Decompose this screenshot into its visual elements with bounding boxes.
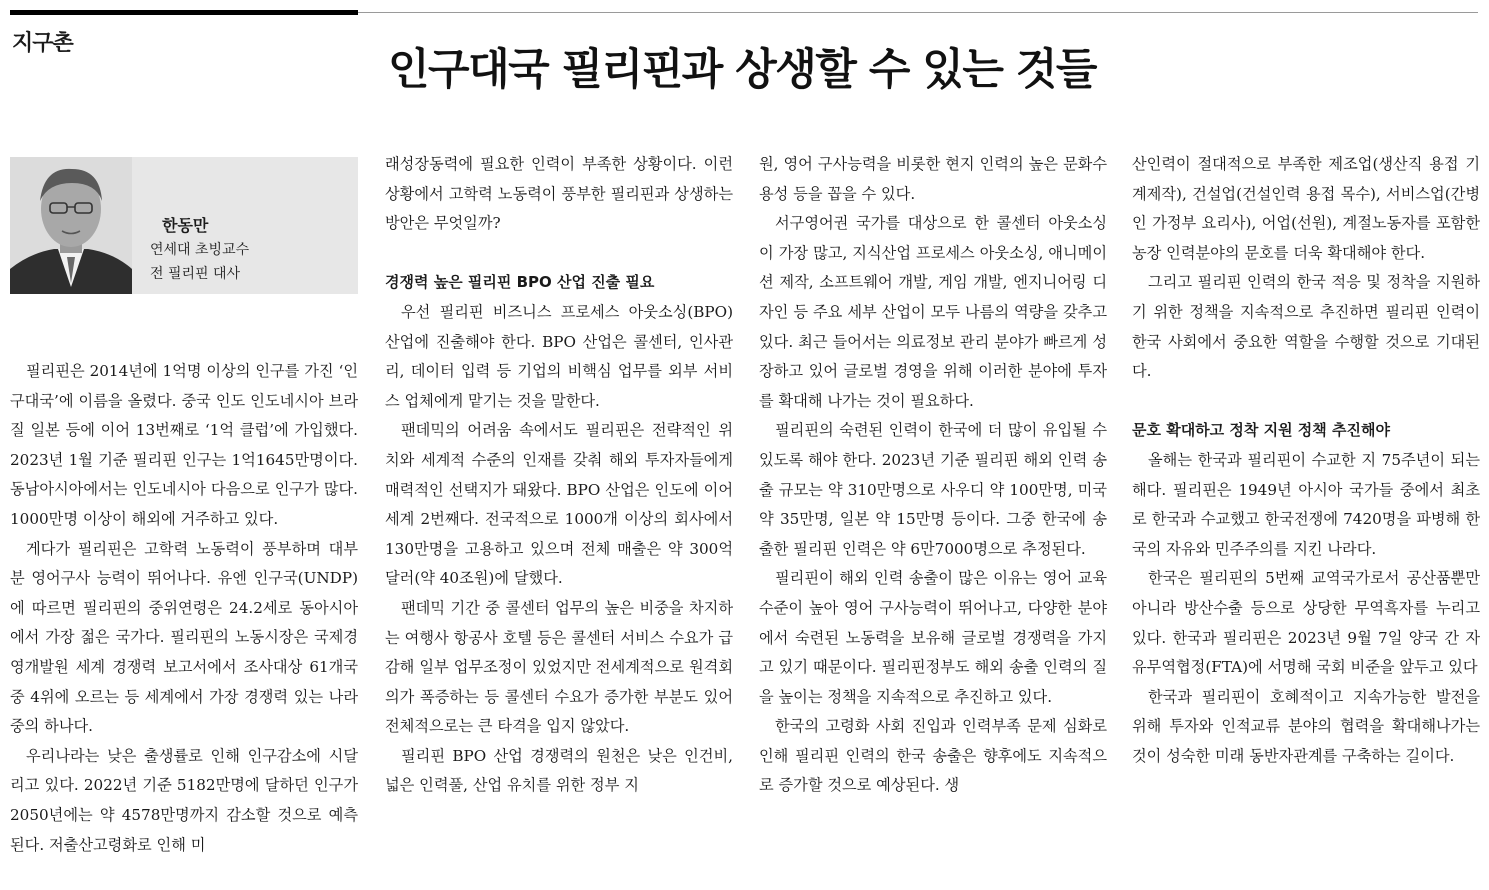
section-label: 지구촌 (12, 31, 73, 56)
author-name: 한동만 (162, 216, 209, 235)
subheading: 문호 확대하고 정착 지원 정책 추진해야 (1132, 421, 1390, 440)
article-column-4 (1132, 150, 1480, 771)
paragraph: 한국은 필리핀의 5번째 교역국가로서 공산품뿐만 아니라 방산수출 등으로 상당한 무역흑자를 누리고 있다. 한국과 필리핀은 2023년 9월 7일 양국 간 자유무역협정(FTA)에 서명해 국회 비준을 앞두고 있다 (1132, 569, 1480, 677)
paragraph: 필리핀 BPO 산업 경쟁력의 원천은 낮은 인건비, 넓은 인력풀, 산업 유치를 위한 정부 지 (385, 746, 733, 795)
top-rule-thick (10, 10, 358, 15)
paragraph: 우선 필리핀 비즈니스 프로세스 아웃소싱(BPO) 산업에 진출해야 한다. BPO 산업은 콜센터, 인사관리, 데이터 입력 등 기업의 비핵심 업무를 외부 서비스 업체에게 맡기는 것을 말한다. (385, 302, 733, 410)
author-box (10, 157, 358, 294)
paragraph: 래성장동력에 필요한 인력이 부족한 상황이다. 이런 상황에서 고학력 노동력이 풍부한 필리핀과 상생하는 방안은 무엇일까? (385, 155, 733, 233)
paragraph: 팬데믹의 어려움 속에서도 필리핀은 전략적인 위치와 세계적 수준의 인재를 갖춰 해외 투자자들에게 매력적인 선택지가 돼왔다. BPO 산업은 인도에 이어 세계 2번째다. 전국적으로 1000개 이상의 회사에서 130만명을 고용하고 있으며 전체 매출은 약 300억달러(약 40조원)에 달했다. (385, 421, 733, 588)
author-title-1: 연세대 초빙교수 (150, 242, 250, 258)
paragraph: 산인력이 절대적으로 부족한 제조업(생산직 용접 기계제작), 건설업(건설인력 용접 목수), 서비스업(간병인 가정부 요리사), 어업(선원), 계절노동자를 포함한 농장 인력분야의 문호를 더욱 확대해야 한다. (1132, 155, 1480, 262)
article-column-3 (759, 150, 1107, 801)
paragraph: 한국의 고령화 사회 진입과 인력부족 문제 심화로 인해 필리핀 인력의 한국 송출은 향후에도 지속적으로 증가할 것으로 예상된다. 생 (759, 717, 1107, 795)
paragraph: 필리핀이 해외 인력 송출이 많은 이유는 영어 교육 수준이 높아 영어 구사능력이 뛰어나고, 다양한 분야에서 숙련된 노동력을 보유해 글로벌 경쟁력을 가지고 있기 때문이다. 필리핀정부도 해외 송출 인력의 질을 높이는 정책을 지속적으로 추진하고 있다. (759, 569, 1107, 706)
top-rule-thin (358, 12, 1478, 13)
paragraph: 팬데믹 기간 중 콜센터 업무의 높은 비중을 차지하는 여행사 항공사 호텔 등은 콜센터 서비스 수요가 급감해 일부 업무조정이 있었지만 전세계적으로 원격회의가 폭증하는 등 콜센터 수요가 증가한 부분도 있어 전체적으로는 큰 타격을 입지 않았다. (385, 598, 733, 736)
article-column-1 (10, 357, 358, 860)
paragraph: 한국과 필리핀이 호혜적이고 지속가능한 발전을 위해 투자와 인적교류 분야의 협력을 확대해나가는 것이 성숙한 미래 동반자관계를 구축하는 길이다. (1132, 687, 1480, 765)
headline: 인구대국 필리핀과 상생할 수 있는 것들 (388, 45, 1096, 95)
paragraph: 필리핀은 2014년에 1억명 이상의 인구를 가진 ‘인구대국’에 이름을 올렸다. 중국 인도 인도네시아 브라질 일본 등에 이어 13번째로 ‘1억 클럽’에 가입했다. 2023년 1월 기준 필리핀 인구는 1억1645만명이다. 동남아시아에서는 인도네시아 다음으로 인구가 많다. 1000만명 이상이 해외에 거주하고 있다. (10, 362, 358, 528)
subheading: 경쟁력 높은 필리핀 BPO 산업 진출 필요 (385, 273, 655, 292)
paragraph: 게다가 필리핀은 고학력 노동력이 풍부하며 대부분 영어구사 능력이 뛰어나다. 유엔 인구국(UNDP)에 따르면 필리핀의 중위연령은 24.2세로 동아시아에서 가장 젊은 국가다. 필리핀의 노동시장은 국제경영개발원 세계 경쟁력 보고서에서 조사대상 61개국 중 4위에 오르는 등 세계에서 가장 경쟁력 있는 나라 중의 하나다. (10, 539, 358, 736)
paragraph: 서구영어권 국가를 대상으로 한 콜센터 아웃소싱이 가장 많고, 지식산업 프로세스 아웃소싱, 애니메이션 제작, 소프트웨어 개발, 게임 개발, 엔지니어링 디자인 등 주요 세부 산업이 모두 나름의 역량을 갖추고 있다. 최근 들어서는 의료정보 관리 분야가 빠르게 성장하고 있어 글로벌 경영을 위해 이러한 분야에 투자를 확대해 나가는 것이 필요하다. (759, 214, 1107, 410)
paragraph: 올해는 한국과 필리핀이 수교한 지 75주년이 되는 해다. 필리핀은 1949년 아시아 국가들 중에서 최초로 한국과 수교했고 한국전쟁에 7420명을 파병해 한국의 자유와 민주주의를 지킨 나라다. (1132, 450, 1480, 558)
paragraph: 우리나라는 낮은 출생률로 인해 인구감소에 시달리고 있다. 2022년 기준 5182만명에 달하던 인구가 2050년에는 약 4578만명까지 감소할 것으로 예측된다. 저출산고령화로 인해 미 (10, 746, 358, 854)
author-portrait (10, 157, 132, 294)
article-column-2 (385, 150, 733, 801)
author-title-2: 전 필리핀 대사 (150, 266, 241, 282)
paragraph: 원, 영어 구사능력을 비롯한 현지 인력의 높은 문화수용성 등을 꼽을 수 있다. (759, 155, 1107, 203)
paragraph: 그리고 필리핀 인력의 한국 적응 및 정착을 지원하기 위한 정책을 지속적으로 추진하면 필리핀 인력이 한국 사회에서 중요한 역할을 수행할 것으로 기대된다. (1132, 273, 1480, 381)
paragraph: 필리핀의 숙련된 인력이 한국에 더 많이 유입될 수 있도록 해야 한다. 2023년 기준 필리핀 해외 인력 송출 규모는 약 310만명으로 사우디 약 100만명, 미국 약 35만명, 일본 약 15만명 등이다. 그중 한국에 송출한 필리핀 인력은 약 6만7000명으로 추정된다. (759, 421, 1107, 558)
